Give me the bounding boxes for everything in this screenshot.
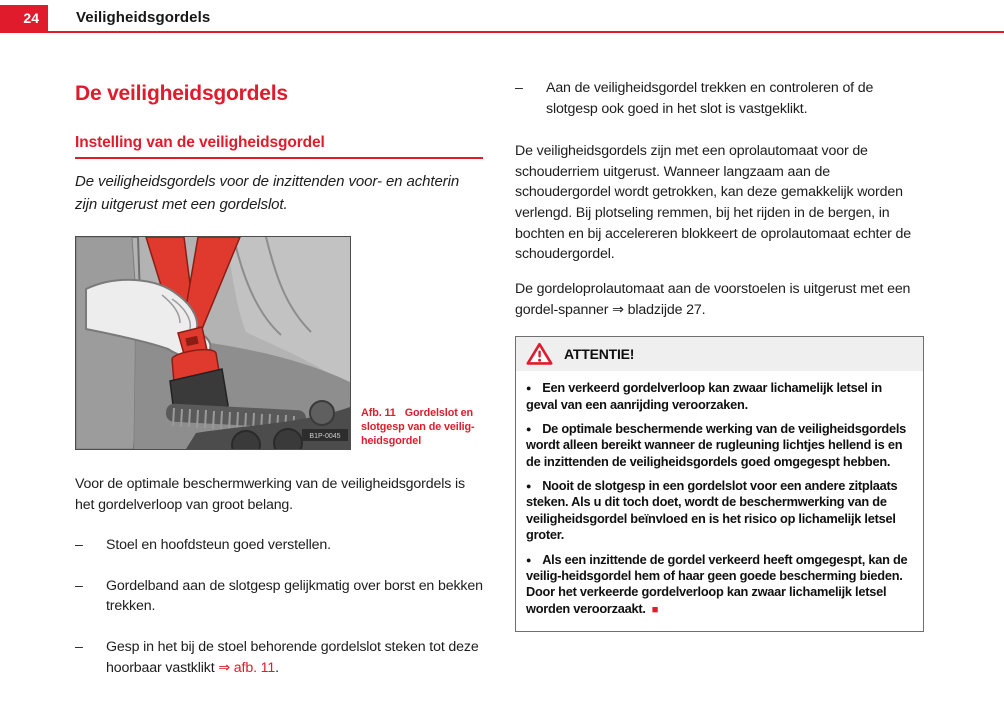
bullet-glyph: ●	[526, 423, 532, 434]
section-subtitle: Instelling van de veiligheidsgordel	[75, 134, 483, 159]
warning-bullet	[526, 421, 913, 470]
attention-warning-box	[515, 336, 924, 632]
instruction-list	[75, 535, 483, 678]
page-title: De veiligheidsgordels	[75, 82, 288, 105]
chapter-title: Veiligheidsgordels	[76, 9, 211, 26]
dash-glyph: –	[75, 638, 83, 655]
figure-caption-text: Gordelslot en slotgesp van de veilig-heidsgordel	[361, 406, 475, 447]
warning-triangle-icon	[526, 342, 553, 366]
list-item	[75, 637, 483, 678]
paragraph-pretensioner: De gordeloprolautomaat aan de voorstoelen is uitgerust met een gordel-spanner ⇒ bladzijde 27.	[515, 280, 911, 318]
left-column	[75, 75, 483, 698]
section-end-marker: ■	[651, 603, 659, 616]
list-item-text: Aan de veiligheidsgordel trekken en controleren of de slotgesp ook goed in het slot is vastgeklikt.	[546, 80, 874, 117]
figure-caption	[361, 406, 483, 450]
dash-glyph: –	[75, 537, 83, 554]
list-item-suffix: .	[275, 659, 279, 676]
figure-code: B1P-0045	[309, 433, 341, 440]
list-item-text: Gesp in het bij de stoel behorende gordelslot steken tot deze hoorbaar vastklikt	[106, 638, 479, 676]
warning-text: De optimale beschermende werking van de veiligheidsgordels wordt alleen bereikt wanneer de rugleuning lichtjes hellend is en de inzittenden de veiligheidsgordels goed omgegespt hebben.	[526, 420, 907, 469]
list-item	[75, 576, 483, 617]
warning-bullet	[526, 380, 913, 413]
paragraph-retractor: De veiligheidsgordels zijn met een oprolautomaat voor de schouderriem uitgerust. Wanneer langzaam aan de schoudergordel wordt getrokken, kan deze gemakkelijk worden verlengd. Bij plotseling remmen, bij het rijden in de bergen, in bochten en bij accelereren blokkeert de oprolautomaat echter de schoudergordel.	[515, 143, 911, 263]
right-column	[515, 78, 924, 632]
bullet-glyph: ●	[526, 554, 532, 565]
figure-caption-label: Afb. 11	[361, 406, 396, 419]
warning-text: Als een inzittende de gordel verkeerd heeft omgegespt, kan de veilig-heidsgordel hem of haar geen goede bescherming bieden. Door het verkeerde gordelverloop kan zwaar lichamelijk letsel worden veroorzaakt.	[526, 551, 908, 616]
figure-frame	[75, 236, 351, 450]
paragraph-belt-routing: Voor de optimale beschermwerking van de veiligheidsgordels is het gordelverloop van groot belang.	[75, 476, 465, 513]
list-item-text: Stoel en hoofdsteun goed verstellen.	[106, 537, 331, 554]
warning-text: Een verkeerd gordelverloop kan zwaar lichamelijk letsel in geval van een aanrijding veroorzaken.	[526, 380, 882, 412]
dash-glyph: –	[515, 80, 523, 96]
dash-glyph: –	[75, 577, 83, 594]
attention-body	[516, 371, 923, 631]
cross-reference-afb-11: ⇒ afb. 11	[218, 659, 276, 676]
bullet-glyph: ●	[526, 481, 532, 491]
figure-row	[75, 236, 483, 450]
list-item	[75, 535, 483, 556]
intro-text: De veiligheidsgordels voor de inzittenden voor- en achterin zijn uitgerust met een gordelslot.	[75, 173, 460, 213]
attention-title: ATTENTIE!	[564, 346, 635, 363]
page-number: 24	[0, 5, 48, 31]
list-item	[515, 78, 924, 119]
warning-bullet	[526, 478, 913, 544]
attention-header	[516, 337, 923, 371]
header-rule	[0, 31, 1004, 33]
warning-text: Nooit de slotgesp in een gordelslot voor een andere zitplaats steken. Als u dit toch doet, wordt de beschermwerking van de veiligheidsgordel beïnvloed en is het risico op lichamelijk letsel groter.	[526, 478, 898, 543]
list-item-text: Gordelband aan de slotgesp gelijkmatig over borst en bekken trekken.	[106, 577, 483, 615]
bullet-glyph: ●	[526, 383, 532, 394]
seatbelt-buckle-illustration	[76, 237, 350, 449]
warning-bullet	[526, 552, 913, 618]
